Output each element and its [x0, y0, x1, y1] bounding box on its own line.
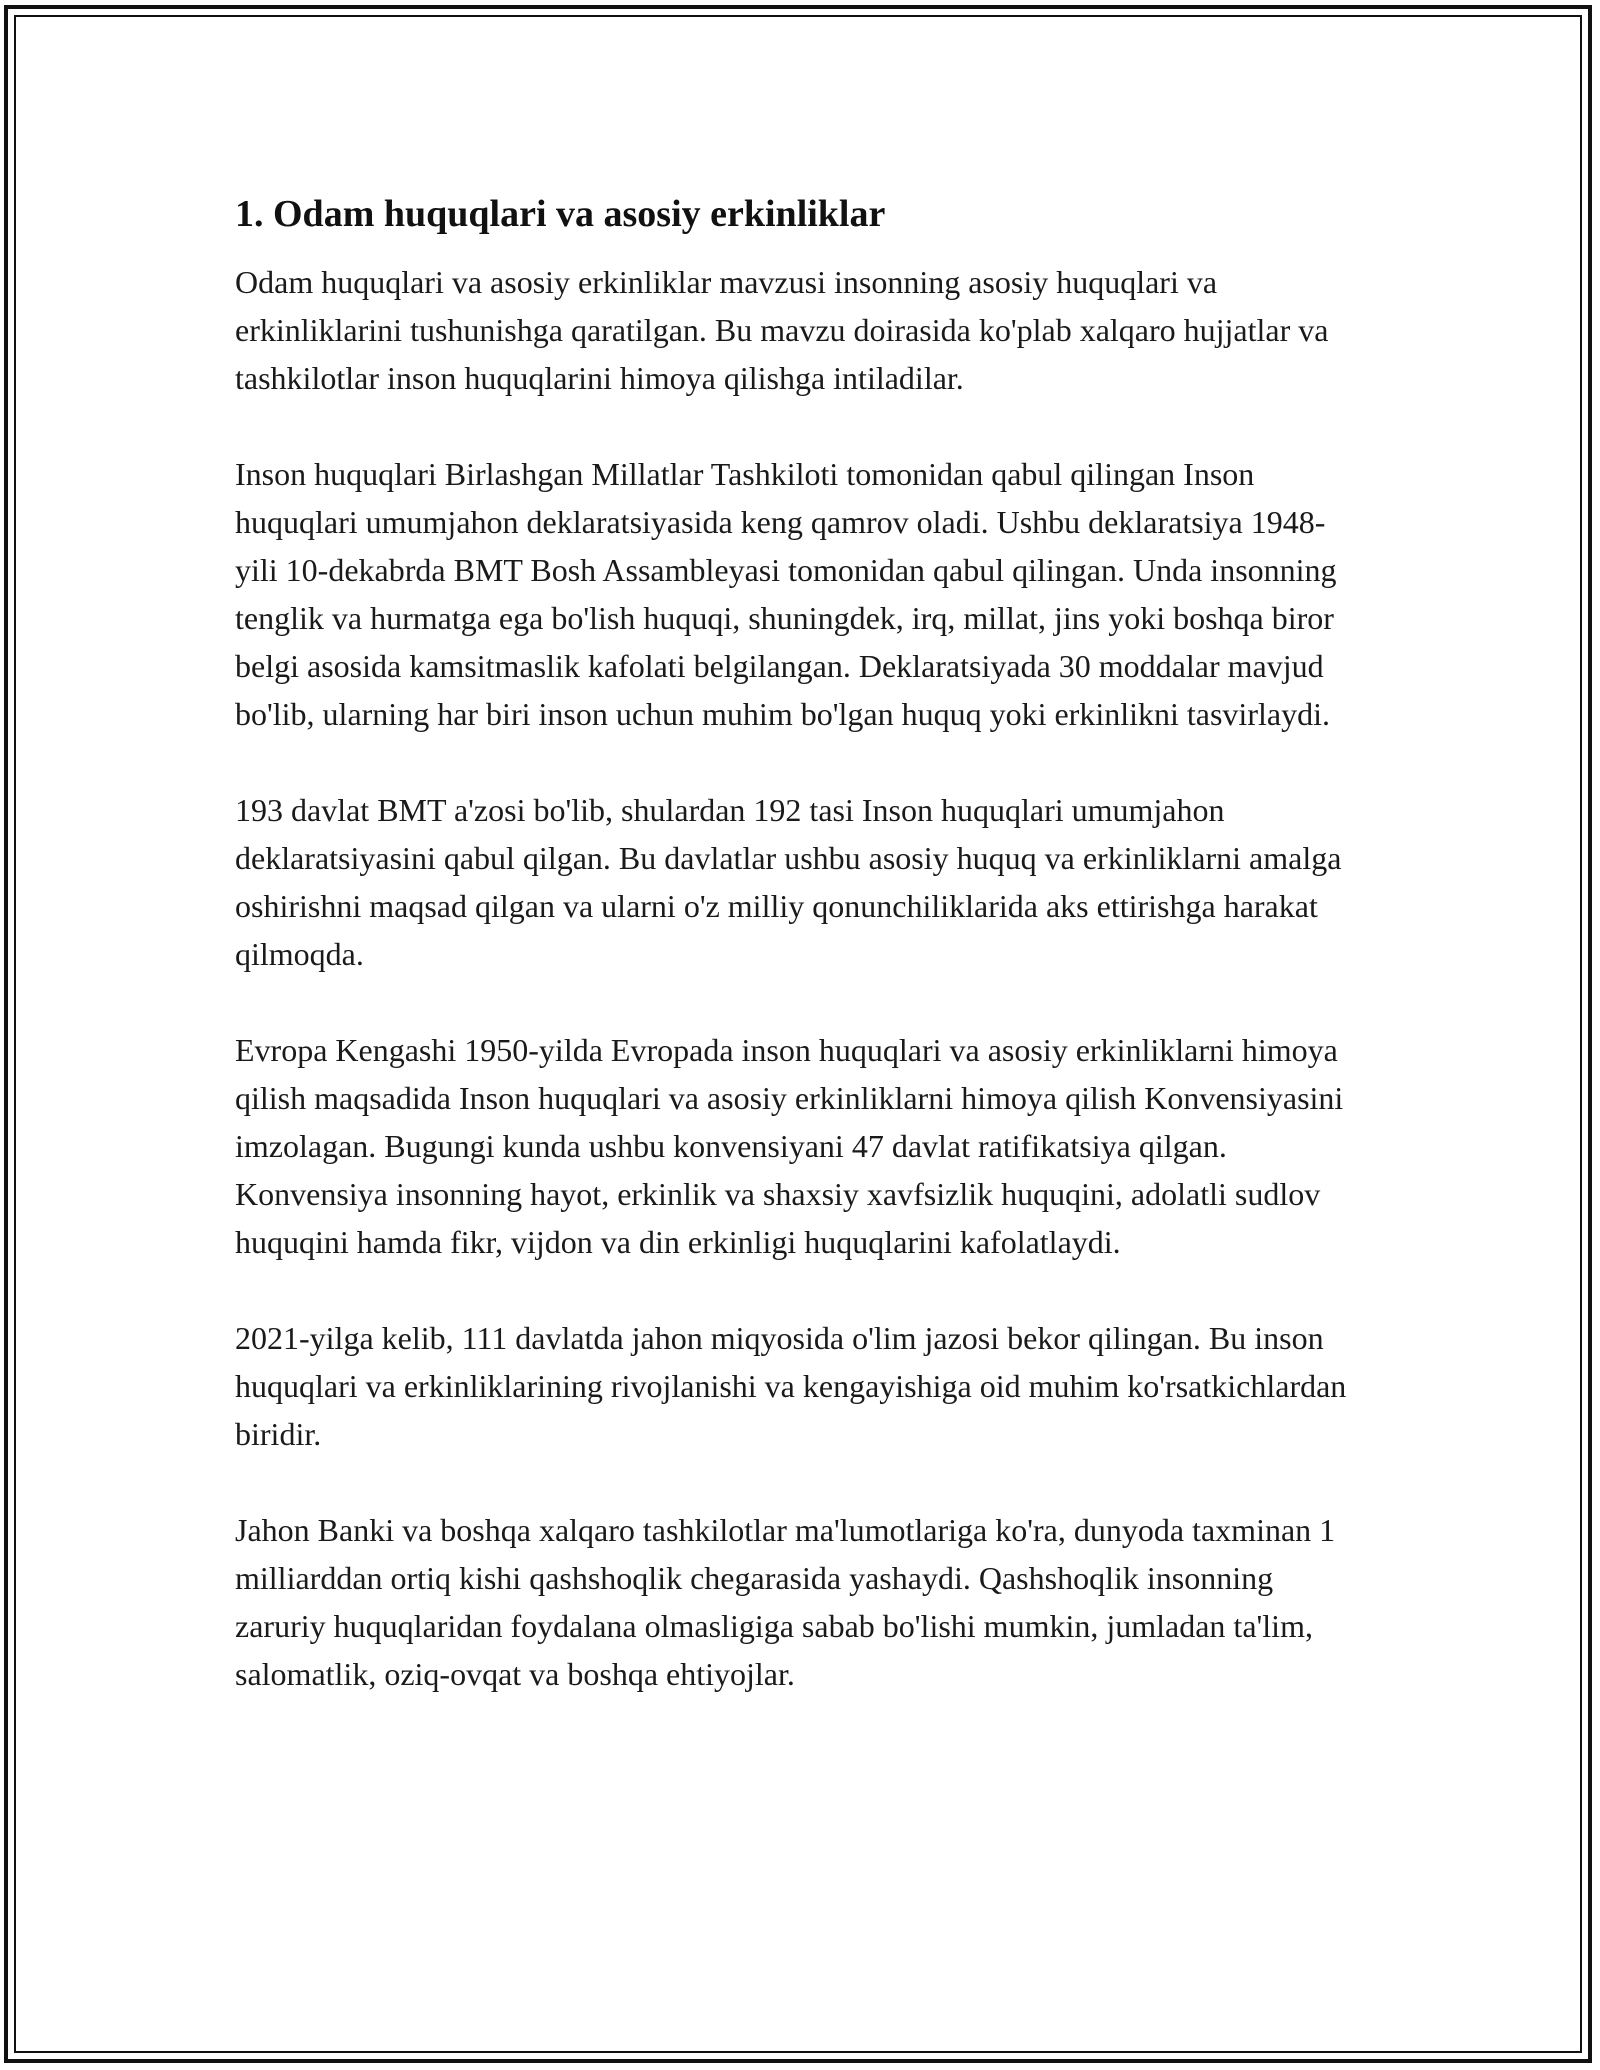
paragraph-poverty: Jahon Banki va boshqa xalqaro tashkilotlar ma'lumotlariga ko'ra, dunyoda taxminan 1 milliarddan ortiq kishi qashshoqlik chegarasida yashaydi. Qashshoqlik insonning zaruriy huquqlaridan foydalana olmasligiga sabab bo'lishi mumkin, jumladan ta'lim, salomatlik, oziq-ovqat va boshqa ehtiyojlar.: [235, 1512, 1336, 1692]
paragraph-death-penalty: 2021-yilga kelib, 111 davlatda jahon miqyosida o'lim jazosi bekor qilingan. Bu inson huquqlari va erkinliklarining rivojlanishi va kengayishiga oid muhim ko'rsatkichlardan biridir.: [235, 1320, 1347, 1452]
paragraph-udhr: Inson huquqlari Birlashgan Millatlar Tashkiloti tomonidan qabul qilingan Inson huquqlari umumjahon deklaratsiyasida keng qamrov oladi. Ushbu deklaratsiya 1948-yili 10-dekabrda BMT Bosh Assambleyasi tomonidan qabul qilingan. Unda insonning tenglik va hurmatga ega bo'lish huquqi, shuningdek, irq, millat, jins yoki boshqa biror belgi asosida kamsitmaslik kafolati belgilangan. Deklaratsiyada 30 moddalar mavjud bo'lib, ularning har biri inson uchun muhim bo'lgan huquq yoki erkinlikni tasvirlaydi.: [235, 456, 1337, 732]
paragraph-un-members: 193 davlat BMT a'zosi bo'lib, shulardan 192 tasi Inson huquqlari umumjahon deklaratsiyasini qabul qilgan. Bu davlatlar ushbu asosiy huquq va erkinliklarni amalga oshirishni maqsad qilgan va ularni o'z milliy qonunchiliklarida aks ettirishga harakat qilmoqda.: [235, 792, 1342, 972]
section-heading: 1. Odam huquqlari va asosiy erkinliklar: [235, 193, 886, 235]
paragraph-intro: Odam huquqlari va asosiy erkinliklar mavzusi insonning asosiy huquqlari va erkinliklarini tushunishga qaratilgan. Bu mavzu doirasida ko'plab xalqaro hujjatlar va tashkilotlar inson huquqlarini himoya qilishga intiladilar.: [235, 264, 1329, 396]
paragraph-european-convention: Evropa Kengashi 1950-yilda Evropada inson huquqlari va asosiy erkinliklarni himoya qilish maqsadida Inson huquqlari va asosiy erkinliklarni himoya qilish Konvensiyasini imzolagan. Bugungi kunda ushbu konvensiyani 47 davlat ratifikatsiya qilgan. Konvensiya insonning hayot, erkinlik va shaxsiy xavfsizlik huquqini, adolatli sudlov huquqini hamda fikr, vijdon va din erkinligi huquqlarini kafolatlaydi.: [235, 1032, 1344, 1260]
document-body: [235, 190, 1365, 1746]
